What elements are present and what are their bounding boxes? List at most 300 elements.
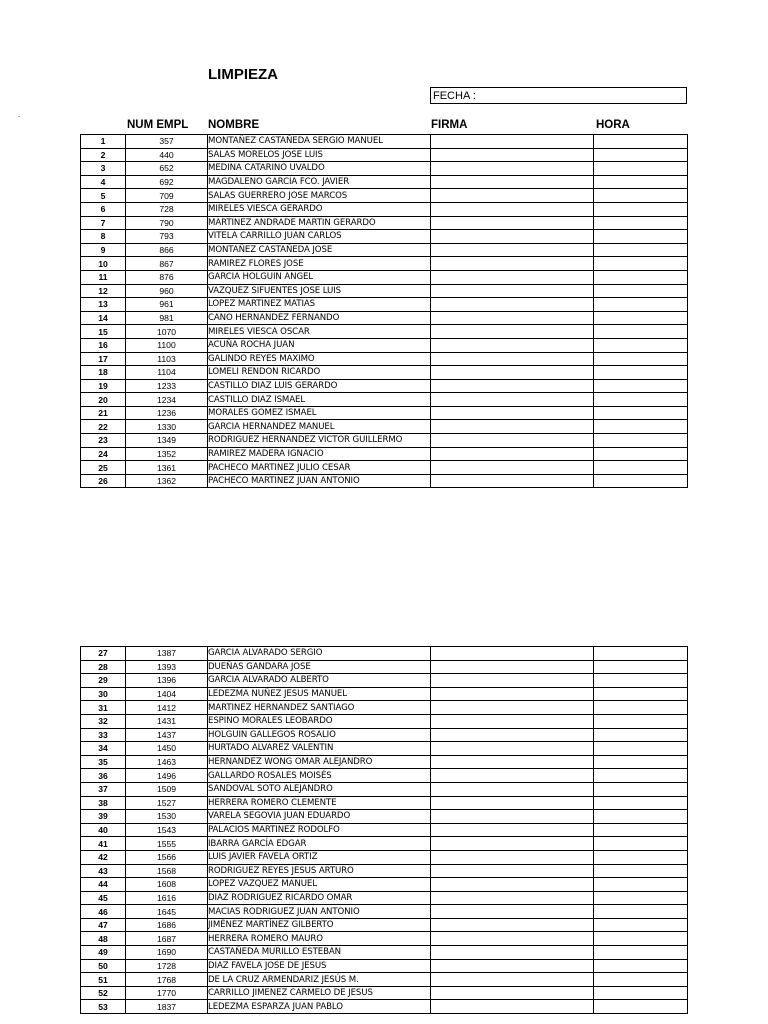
employee-name: SANDOVAL SOTO ALEJANDRO [208, 782, 431, 796]
employee-name: HERNANDEZ WONG OMAR ALEJANDRO [208, 755, 431, 769]
table-row [81, 175, 688, 189]
signature-cell[interactable] [431, 420, 594, 434]
employee-number: 1496 [126, 769, 208, 783]
table-row [81, 714, 688, 728]
employee-name: HOLGUIN GALLEGOS ROSALIO [208, 728, 431, 742]
time-cell[interactable] [594, 162, 688, 176]
signature-cell[interactable] [431, 674, 594, 688]
table-row [81, 352, 688, 366]
employee-name: PACHECO MARTINEZ JULIO CESAR [208, 461, 431, 475]
employee-number: 1690 [126, 946, 208, 960]
time-cell[interactable] [594, 728, 688, 742]
table-row [81, 230, 688, 244]
table-row [81, 474, 688, 488]
table-row [81, 878, 688, 892]
employee-number: 1645 [126, 905, 208, 919]
employee-number: 1608 [126, 878, 208, 892]
time-cell[interactable] [594, 311, 688, 325]
employee-number: 357 [126, 135, 208, 149]
table-row [81, 379, 688, 393]
time-cell[interactable] [594, 755, 688, 769]
row-number: 27 [81, 647, 126, 661]
time-cell[interactable] [594, 714, 688, 728]
signature-cell[interactable] [431, 393, 594, 407]
employee-number: 1450 [126, 742, 208, 756]
employee-number: 1103 [126, 352, 208, 366]
row-number: 22 [81, 420, 126, 434]
roster-table-2 [80, 646, 688, 1014]
row-number: 47 [81, 918, 126, 932]
row-number: 20 [81, 393, 126, 407]
table-row [81, 270, 688, 284]
table-row [81, 202, 688, 216]
table-row [81, 755, 688, 769]
signature-cell[interactable] [431, 338, 594, 352]
row-number: 25 [81, 461, 126, 475]
employee-name: CASTAÑEDA MURILLO ESTEBAN [208, 946, 431, 960]
row-number: 53 [81, 1000, 126, 1014]
time-cell[interactable] [594, 823, 688, 837]
signature-cell[interactable] [431, 864, 594, 878]
signature-cell[interactable] [431, 647, 594, 661]
time-cell[interactable] [594, 135, 688, 149]
time-cell[interactable] [594, 393, 688, 407]
signature-cell[interactable] [431, 135, 594, 149]
signature-cell[interactable] [431, 162, 594, 176]
table-row [81, 905, 688, 919]
time-cell[interactable] [594, 946, 688, 960]
time-cell[interactable] [594, 366, 688, 380]
row-number: 7 [81, 216, 126, 230]
signature-cell[interactable] [431, 175, 594, 189]
table-row [81, 257, 688, 271]
employee-number: 1362 [126, 474, 208, 488]
signature-cell[interactable] [431, 284, 594, 298]
table-row [81, 434, 688, 448]
time-cell[interactable] [594, 230, 688, 244]
table-row [81, 728, 688, 742]
employee-name: VAZQUEZ SIFUENTES JOSE LUIS [208, 284, 431, 298]
employee-name: LEDEZMA ESPARZA JUAN PABLO [208, 1000, 431, 1014]
employee-name: MARTINEZ ANDRADE MARTIN GERARDO [208, 216, 431, 230]
row-number: 11 [81, 270, 126, 284]
employee-name: RODRIGUEZ REYES JESUS ARTURO [208, 864, 431, 878]
signature-cell[interactable] [431, 474, 594, 488]
employee-name: RAMIREZ FLORES JOSE [208, 257, 431, 271]
row-number: 41 [81, 837, 126, 851]
row-number: 32 [81, 714, 126, 728]
employee-name: VITELA CARRILLO JUAN CARLOS [208, 230, 431, 244]
time-cell[interactable] [594, 973, 688, 987]
employee-name: CARRILLO JIMENEZ CARMELO DE JESUS [208, 986, 431, 1000]
table-row [81, 973, 688, 987]
signature-cell[interactable] [431, 782, 594, 796]
employee-name: MACIAS RODRIGUEZ JUAN ANTONIO [208, 905, 431, 919]
table-row [81, 782, 688, 796]
employee-number: 1431 [126, 714, 208, 728]
employee-number: 867 [126, 257, 208, 271]
row-number: 3 [81, 162, 126, 176]
employee-number: 1361 [126, 461, 208, 475]
table-row [81, 189, 688, 203]
time-cell[interactable] [594, 647, 688, 661]
table-row [81, 162, 688, 176]
table-row [81, 298, 688, 312]
time-cell[interactable] [594, 701, 688, 715]
time-cell[interactable] [594, 243, 688, 257]
time-cell[interactable] [594, 406, 688, 420]
time-cell[interactable] [594, 918, 688, 932]
time-cell[interactable] [594, 932, 688, 946]
time-cell[interactable] [594, 202, 688, 216]
signature-cell[interactable] [431, 742, 594, 756]
table-row [81, 325, 688, 339]
signature-cell[interactable] [431, 946, 594, 960]
row-number: 1 [81, 135, 126, 149]
employee-number: 1330 [126, 420, 208, 434]
time-cell[interactable] [594, 461, 688, 475]
employee-name: IBARRA GARCÍA EDGAR [208, 837, 431, 851]
row-number: 31 [81, 701, 126, 715]
time-cell[interactable] [594, 420, 688, 434]
table-row [81, 148, 688, 162]
employee-number: 1770 [126, 986, 208, 1000]
fecha-field[interactable] [430, 87, 687, 104]
row-number: 23 [81, 434, 126, 448]
employee-name: MIRELES VIESCA GERARDO [208, 202, 431, 216]
employee-number: 1527 [126, 796, 208, 810]
time-cell[interactable] [594, 742, 688, 756]
header-hora: HORA [596, 119, 630, 131]
signature-cell[interactable] [431, 1000, 594, 1014]
table-row [81, 918, 688, 932]
signature-cell[interactable] [431, 270, 594, 284]
signature-cell[interactable] [431, 352, 594, 366]
signature-cell[interactable] [431, 959, 594, 973]
employee-name: GALINDO REYES MAXIMO [208, 352, 431, 366]
employee-number: 1387 [126, 647, 208, 661]
row-number: 8 [81, 230, 126, 244]
employee-number: 1616 [126, 891, 208, 905]
row-number: 5 [81, 189, 126, 203]
signature-cell[interactable] [431, 366, 594, 380]
employee-number: 1234 [126, 393, 208, 407]
employee-number: 961 [126, 298, 208, 312]
signature-cell[interactable] [431, 837, 594, 851]
time-cell[interactable] [594, 687, 688, 701]
signature-cell[interactable] [431, 434, 594, 448]
employee-number: 1687 [126, 932, 208, 946]
table-row [81, 796, 688, 810]
table-row [81, 284, 688, 298]
employee-number: 1837 [126, 1000, 208, 1014]
stray-mark: . [18, 110, 21, 119]
row-number: 29 [81, 674, 126, 688]
employee-name: RAMIREZ MADERA IGNACIO [208, 447, 431, 461]
time-cell[interactable] [594, 959, 688, 973]
employee-name: DIAZ FAVELA JOSE DE JESUS [208, 959, 431, 973]
row-number: 34 [81, 742, 126, 756]
page-title: LIMPIEZA [208, 66, 278, 83]
table-row [81, 850, 688, 864]
time-cell[interactable] [594, 850, 688, 864]
employee-number: 793 [126, 230, 208, 244]
employee-name: LOPEZ MARTINEZ MATIAS [208, 298, 431, 312]
table-row [81, 769, 688, 783]
row-number: 37 [81, 782, 126, 796]
employee-name: ACUÑA ROCHA JUAN [208, 338, 431, 352]
signature-cell[interactable] [431, 850, 594, 864]
employee-name: GARCIA HERNANDEZ MANUEL [208, 420, 431, 434]
table-row [81, 420, 688, 434]
table-row [81, 810, 688, 824]
signature-cell[interactable] [431, 461, 594, 475]
time-cell[interactable] [594, 782, 688, 796]
fecha-label: FECHA : [433, 90, 476, 102]
signature-cell[interactable] [431, 216, 594, 230]
time-cell[interactable] [594, 878, 688, 892]
time-cell[interactable] [594, 769, 688, 783]
row-number: 21 [81, 406, 126, 420]
employee-name: SALAS GUERRERO JOSE MARCOS [208, 189, 431, 203]
employee-number: 1530 [126, 810, 208, 824]
signature-cell[interactable] [431, 891, 594, 905]
employee-name: GARCIA HOLGUIN ANGEL [208, 270, 431, 284]
time-cell[interactable] [594, 810, 688, 824]
row-number: 45 [81, 891, 126, 905]
table-row [81, 837, 688, 851]
table-row [81, 243, 688, 257]
signature-cell[interactable] [431, 257, 594, 271]
time-cell[interactable] [594, 352, 688, 366]
employee-number: 1768 [126, 973, 208, 987]
employee-number: 1349 [126, 434, 208, 448]
time-cell[interactable] [594, 434, 688, 448]
employee-name: LUIS JAVIER FAVELA ORTIZ [208, 850, 431, 864]
row-number: 28 [81, 660, 126, 674]
time-cell[interactable] [594, 189, 688, 203]
time-cell[interactable] [594, 986, 688, 1000]
row-number: 15 [81, 325, 126, 339]
employee-number: 1233 [126, 379, 208, 393]
time-cell[interactable] [594, 864, 688, 878]
signature-cell[interactable] [431, 447, 594, 461]
table-row [81, 135, 688, 149]
table-row [81, 891, 688, 905]
time-cell[interactable] [594, 270, 688, 284]
table-row [81, 946, 688, 960]
row-number: 2 [81, 148, 126, 162]
employee-number: 790 [126, 216, 208, 230]
employee-number: 1352 [126, 447, 208, 461]
signature-cell[interactable] [431, 660, 594, 674]
table-row [81, 447, 688, 461]
table-row [81, 647, 688, 661]
signature-cell[interactable] [431, 379, 594, 393]
employee-name: DUEÑAS GANDARA JOSE [208, 660, 431, 674]
time-cell[interactable] [594, 148, 688, 162]
employee-name: MEDINA CATARINO UVALDO [208, 162, 431, 176]
time-cell[interactable] [594, 298, 688, 312]
row-number: 18 [81, 366, 126, 380]
time-cell[interactable] [594, 379, 688, 393]
row-number: 36 [81, 769, 126, 783]
table-row [81, 461, 688, 475]
row-number: 51 [81, 973, 126, 987]
time-cell[interactable] [594, 447, 688, 461]
employee-name: MAGDALENO GARCIA FCO. JAVIER [208, 175, 431, 189]
row-number: 39 [81, 810, 126, 824]
signature-cell[interactable] [431, 325, 594, 339]
time-cell[interactable] [594, 325, 688, 339]
signature-cell[interactable] [431, 918, 594, 932]
row-number: 52 [81, 986, 126, 1000]
time-cell[interactable] [594, 891, 688, 905]
signature-cell[interactable] [431, 810, 594, 824]
employee-name: GALLARDO ROSALES MOISÉS [208, 769, 431, 783]
employee-number: 1070 [126, 325, 208, 339]
signature-cell[interactable] [431, 796, 594, 810]
employee-number: 1555 [126, 837, 208, 851]
time-cell[interactable] [594, 338, 688, 352]
row-number: 12 [81, 284, 126, 298]
row-number: 16 [81, 338, 126, 352]
table-row [81, 216, 688, 230]
table-row [81, 959, 688, 973]
employee-name: MARTINEZ HERNANDEZ SANTIAGO [208, 701, 431, 715]
employee-number: 1509 [126, 782, 208, 796]
employee-name: MONTAÑEZ CASTAÑEDA JOSE [208, 243, 431, 257]
employee-name: PACHECO MARTINEZ JUAN ANTONIO [208, 474, 431, 488]
row-number: 44 [81, 878, 126, 892]
employee-number: 692 [126, 175, 208, 189]
row-number: 9 [81, 243, 126, 257]
employee-name: CASTILLO DIAZ LUIS GERARDO [208, 379, 431, 393]
time-cell[interactable] [594, 660, 688, 674]
row-number: 19 [81, 379, 126, 393]
employee-number: 709 [126, 189, 208, 203]
employee-number: 1236 [126, 406, 208, 420]
time-cell[interactable] [594, 796, 688, 810]
employee-name: VARELA SEGOVIA JUAN EDUARDO [208, 810, 431, 824]
signature-cell[interactable] [431, 973, 594, 987]
signature-cell[interactable] [431, 311, 594, 325]
signature-cell[interactable] [431, 769, 594, 783]
employee-number: 440 [126, 148, 208, 162]
employee-name: DE LA CRUZ ARMENDARIZ JESÚS M. [208, 973, 431, 987]
time-cell[interactable] [594, 175, 688, 189]
employee-number: 981 [126, 311, 208, 325]
time-cell[interactable] [594, 474, 688, 488]
time-cell[interactable] [594, 674, 688, 688]
time-cell[interactable] [594, 284, 688, 298]
table-row [81, 660, 688, 674]
employee-number: 1100 [126, 338, 208, 352]
employee-name: SALAS MORELOS JOSE LUIS [208, 148, 431, 162]
employee-name: HERRERA ROMERO MAURO [208, 932, 431, 946]
employee-number: 876 [126, 270, 208, 284]
row-number: 43 [81, 864, 126, 878]
signature-cell[interactable] [431, 714, 594, 728]
employee-name: PALACIOS MARTINEZ RODOLFO [208, 823, 431, 837]
signature-cell[interactable] [431, 932, 594, 946]
signature-cell[interactable] [431, 230, 594, 244]
signature-cell[interactable] [431, 701, 594, 715]
header-num-empl: NUM EMPL [127, 119, 189, 131]
time-cell[interactable] [594, 905, 688, 919]
signature-cell[interactable] [431, 189, 594, 203]
signature-cell[interactable] [431, 202, 594, 216]
time-cell[interactable] [594, 216, 688, 230]
row-number: 50 [81, 959, 126, 973]
employee-number: 652 [126, 162, 208, 176]
row-number: 42 [81, 850, 126, 864]
row-number: 40 [81, 823, 126, 837]
employee-name: RODRIGUEZ HERNANDEZ VICTOR GUILLERMO [208, 434, 431, 448]
signature-cell[interactable] [431, 406, 594, 420]
signature-cell[interactable] [431, 298, 594, 312]
employee-number: 1543 [126, 823, 208, 837]
signature-cell[interactable] [431, 878, 594, 892]
signature-cell[interactable] [431, 148, 594, 162]
signature-cell[interactable] [431, 905, 594, 919]
table-row [81, 701, 688, 715]
employee-name: MORALES GOMEZ ISMAEL [208, 406, 431, 420]
employee-number: 1393 [126, 660, 208, 674]
header-firma: FIRMA [431, 119, 468, 131]
signature-cell[interactable] [431, 755, 594, 769]
employee-number: 1396 [126, 674, 208, 688]
employee-name: LOPEZ VAZQUEZ MANUEL [208, 878, 431, 892]
table-row [81, 986, 688, 1000]
employee-name: LEDEZMA NUÑEZ JESUS MANUEL [208, 687, 431, 701]
table-row [81, 406, 688, 420]
employee-name: MONTAÑEZ CASTAÑEDA SERGIO MANUEL [208, 135, 431, 149]
row-number: 6 [81, 202, 126, 216]
employee-number: 866 [126, 243, 208, 257]
row-number: 26 [81, 474, 126, 488]
table-row [81, 311, 688, 325]
signature-cell[interactable] [431, 823, 594, 837]
signature-cell[interactable] [431, 728, 594, 742]
row-number: 14 [81, 311, 126, 325]
signature-cell[interactable] [431, 243, 594, 257]
time-cell[interactable] [594, 837, 688, 851]
row-number: 4 [81, 175, 126, 189]
employee-number: 1463 [126, 755, 208, 769]
employee-name: JIMÉNEZ MARTÍNEZ GILBERTO [208, 918, 431, 932]
employee-number: 1404 [126, 687, 208, 701]
row-number: 38 [81, 796, 126, 810]
employee-number: 1104 [126, 366, 208, 380]
time-cell[interactable] [594, 1000, 688, 1014]
row-number: 30 [81, 687, 126, 701]
row-number: 33 [81, 728, 126, 742]
signature-cell[interactable] [431, 986, 594, 1000]
time-cell[interactable] [594, 257, 688, 271]
roster-table-1 [80, 134, 688, 488]
employee-number: 1437 [126, 728, 208, 742]
table-row [81, 393, 688, 407]
signature-cell[interactable] [431, 687, 594, 701]
row-number: 17 [81, 352, 126, 366]
row-number: 46 [81, 905, 126, 919]
header-nombre: NOMBRE [208, 119, 260, 131]
row-number: 49 [81, 946, 126, 960]
row-number: 24 [81, 447, 126, 461]
employee-name: HERRERA ROMERO CLEMENTE [208, 796, 431, 810]
row-number: 35 [81, 755, 126, 769]
